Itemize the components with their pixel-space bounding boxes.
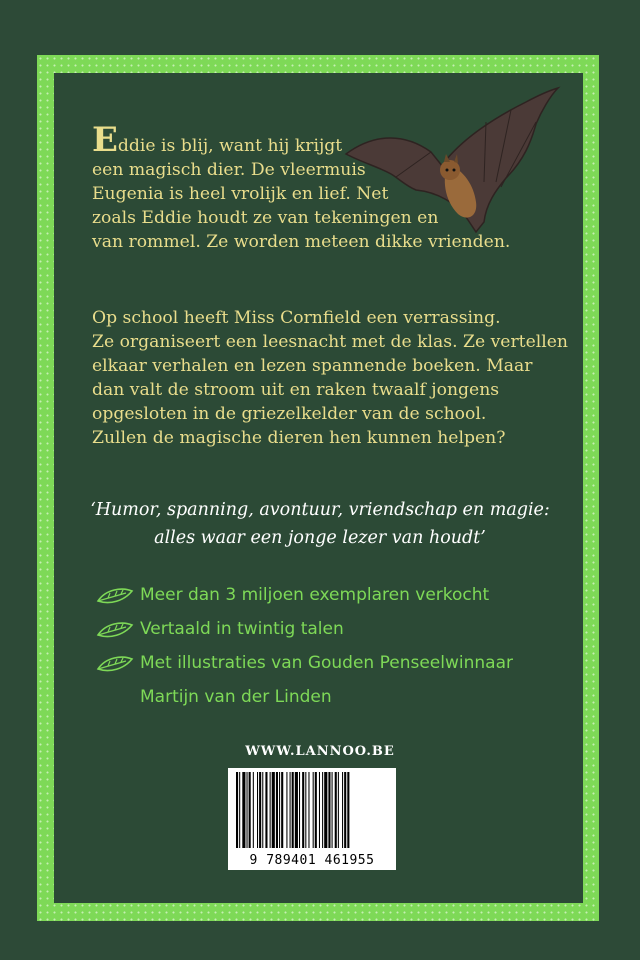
blurb-line: een magisch dier. De vleermuis — [92, 160, 366, 180]
barcode-bar — [236, 772, 238, 848]
blurb-line-text: ddie is blij, want hij krijgt — [117, 136, 343, 156]
barcode-bar — [265, 772, 267, 848]
barcode-bar — [324, 772, 327, 848]
blurb-line: dan valt de stroom uit en raken twaalf jongens — [92, 380, 500, 400]
blurb-line: Eugenia is heel vrolijk en lief. Net — [92, 184, 389, 204]
barcode-bar — [322, 772, 323, 848]
bullet-text: Vertaald in twintig talen — [140, 619, 344, 639]
barcode-bar — [319, 772, 320, 848]
list-item — [96, 651, 576, 719]
barcode-bar — [292, 772, 294, 848]
barcode-bar — [315, 772, 317, 848]
leaf-icon — [96, 655, 134, 673]
barcode-bar — [308, 772, 309, 848]
barcode — [228, 768, 396, 870]
bullet-text: Meer dan 3 miljoen exemplaren verkocht — [140, 585, 490, 605]
barcode-bar — [299, 772, 300, 848]
blurb-line: Op school heeft Miss Cornfield een verrassing. — [92, 308, 501, 328]
blurb-line — [92, 120, 562, 160]
barcode-bar — [335, 772, 337, 848]
bullet-text: Met illustraties van Gouden Penseelwinnaar — [140, 653, 513, 673]
barcode-bar — [272, 772, 275, 848]
barcode-bar — [279, 772, 280, 848]
barcode-bar — [276, 772, 278, 848]
drop-cap: E — [92, 120, 118, 160]
barcode-bar — [295, 772, 298, 848]
blurb-paragraph-1 — [92, 120, 562, 254]
barcode-bars — [228, 772, 396, 856]
isbn-number: 9 789401 461955 — [249, 853, 375, 868]
barcode-bar — [305, 772, 306, 848]
barcode-bar — [270, 772, 271, 848]
barcode-bar — [281, 772, 283, 848]
barcode-bar — [302, 772, 304, 848]
barcode-bar — [253, 772, 254, 848]
blurb-line: van rommel. Ze worden meteen dikke vrienden. — [92, 232, 511, 252]
barcode-bar — [247, 772, 248, 848]
barcode-bar — [342, 772, 343, 848]
barcode-bar — [344, 772, 346, 848]
barcode-bar — [313, 772, 314, 848]
review-quote — [60, 496, 580, 552]
blurb-line: zoals Eddie houdt ze van tekeningen en — [92, 208, 439, 228]
blurb-line: Zullen de magische dieren hen kunnen helpen? — [92, 428, 506, 448]
quote-line: ‘Humor, spanning, avontuur, vriendschap en magie: — [90, 500, 550, 520]
barcode-bar — [257, 772, 258, 848]
barcode-bar — [332, 772, 333, 848]
leaf-icon — [96, 621, 134, 639]
leaf-icon — [96, 587, 134, 605]
barcode-bar — [242, 772, 245, 848]
blurb-line: Ze organiseert een leesnacht met de klas. Ze vertellen — [92, 332, 568, 352]
barcode-bar — [286, 772, 287, 848]
blurb-line: opgesloten in de griezelkelder van de school. — [92, 404, 487, 424]
list-item — [96, 617, 576, 651]
barcode-bar — [262, 772, 263, 848]
barcode-bar — [347, 772, 349, 848]
quote-line: alles waar een jonge lezer van houdt’ — [154, 528, 486, 548]
barcode-bar — [290, 772, 291, 848]
blurb-paragraph-2 — [92, 306, 568, 450]
barcode-bar — [239, 772, 240, 848]
blurb-line: elkaar verhalen en lezen spannende boeken. Maar — [92, 356, 533, 376]
publisher-website: WWW.LANNOO.BE — [245, 744, 395, 759]
list-item — [96, 583, 576, 617]
barcode-bar — [259, 772, 261, 848]
bullet-text-continued: Martijn van der Linden — [140, 687, 332, 707]
barcode-bar — [328, 772, 330, 848]
selling-points-list — [96, 583, 576, 719]
barcode-bar — [338, 772, 339, 848]
barcode-bar — [249, 772, 251, 848]
